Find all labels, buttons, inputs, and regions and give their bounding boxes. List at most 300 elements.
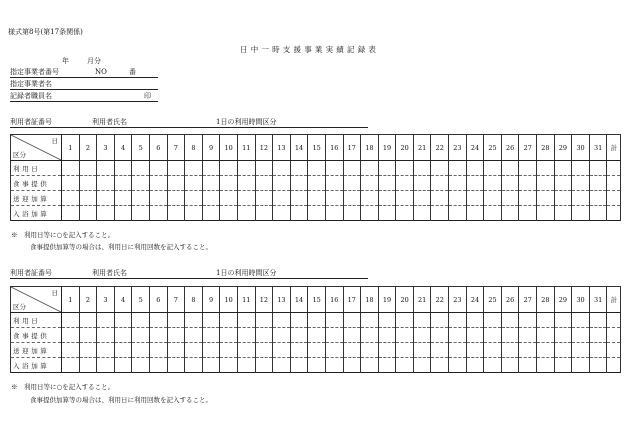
day-header-30: 30 xyxy=(572,287,590,313)
entry-cell[interactable] xyxy=(97,161,115,176)
entry-cell[interactable] xyxy=(273,176,291,191)
entry-cell[interactable] xyxy=(554,313,572,328)
entry-cell[interactable] xyxy=(114,358,132,373)
entry-cell[interactable] xyxy=(220,328,238,343)
entry-cell[interactable] xyxy=(114,343,132,358)
entry-cell[interactable] xyxy=(97,206,115,221)
entry-cell[interactable] xyxy=(413,343,431,358)
entry-cell[interactable] xyxy=(378,161,396,176)
entry-cell[interactable] xyxy=(273,358,291,373)
entry-cell[interactable] xyxy=(149,313,167,328)
entry-cell[interactable] xyxy=(202,343,220,358)
entry-cell[interactable] xyxy=(132,313,150,328)
header-corner-cell xyxy=(11,287,62,313)
entry-cell[interactable] xyxy=(589,176,607,191)
total-cell[interactable] xyxy=(607,176,621,191)
entry-cell[interactable] xyxy=(237,191,255,206)
day-header-1: 1 xyxy=(62,135,80,161)
entry-cell[interactable] xyxy=(308,328,326,343)
entry-cell[interactable] xyxy=(519,313,537,328)
entry-cell[interactable] xyxy=(554,176,572,191)
entry-cell[interactable] xyxy=(589,191,607,206)
entry-cell[interactable] xyxy=(185,343,203,358)
entry-cell[interactable] xyxy=(413,328,431,343)
entry-cell[interactable] xyxy=(167,206,185,221)
day-header-19: 19 xyxy=(378,287,396,313)
entry-cell[interactable] xyxy=(167,328,185,343)
entry-cell[interactable] xyxy=(185,358,203,373)
entry-cell[interactable] xyxy=(589,206,607,221)
entry-cell[interactable] xyxy=(202,161,220,176)
entry-cell[interactable] xyxy=(554,161,572,176)
entry-cell[interactable] xyxy=(132,328,150,343)
entry-cell[interactable] xyxy=(537,358,555,373)
provider-name-label: 指定事業者名 xyxy=(10,80,52,88)
entry-cell[interactable] xyxy=(132,176,150,191)
entry-cell[interactable] xyxy=(290,176,308,191)
entry-cell[interactable] xyxy=(431,161,449,176)
entry-cell[interactable] xyxy=(361,161,379,176)
entry-cell[interactable] xyxy=(554,358,572,373)
day-header-13: 13 xyxy=(273,135,291,161)
entry-cell[interactable] xyxy=(79,328,97,343)
entry-cell[interactable] xyxy=(413,358,431,373)
entry-cell[interactable] xyxy=(449,176,467,191)
entry-cell[interactable] xyxy=(378,313,396,328)
entry-cell[interactable] xyxy=(167,358,185,373)
entry-cell[interactable] xyxy=(501,328,519,343)
attendance-table xyxy=(10,286,621,373)
entry-cell[interactable] xyxy=(149,161,167,176)
entry-cell[interactable] xyxy=(554,328,572,343)
entry-cell[interactable] xyxy=(97,328,115,343)
entry-cell[interactable] xyxy=(97,358,115,373)
entry-cell[interactable] xyxy=(290,313,308,328)
entry-cell[interactable] xyxy=(308,161,326,176)
entry-cell[interactable] xyxy=(484,206,502,221)
entry-cell[interactable] xyxy=(185,206,203,221)
entry-cell[interactable] xyxy=(537,313,555,328)
entry-cell[interactable] xyxy=(361,313,379,328)
entry-cell[interactable] xyxy=(519,176,537,191)
entry-cell[interactable] xyxy=(519,358,537,373)
entry-cell[interactable] xyxy=(554,191,572,206)
entry-cell[interactable] xyxy=(572,191,590,206)
entry-cell[interactable] xyxy=(62,358,80,373)
total-header: 計 xyxy=(607,135,621,161)
total-cell[interactable] xyxy=(607,161,621,176)
entry-cell[interactable] xyxy=(220,191,238,206)
entry-cell[interactable] xyxy=(572,358,590,373)
entry-cell[interactable] xyxy=(273,206,291,221)
total-cell[interactable] xyxy=(607,343,621,358)
provider-number-line xyxy=(10,77,158,78)
entry-cell[interactable] xyxy=(343,343,361,358)
entry-cell[interactable] xyxy=(325,191,343,206)
entry-cell[interactable] xyxy=(79,313,97,328)
entry-cell[interactable] xyxy=(431,176,449,191)
entry-cell[interactable] xyxy=(361,358,379,373)
day-header-31: 31 xyxy=(589,135,607,161)
entry-cell[interactable] xyxy=(466,161,484,176)
entry-cell[interactable] xyxy=(185,313,203,328)
entry-cell[interactable] xyxy=(255,191,273,206)
entry-cell[interactable] xyxy=(185,161,203,176)
day-header-18: 18 xyxy=(361,287,379,313)
entry-cell[interactable] xyxy=(343,313,361,328)
entry-cell[interactable] xyxy=(132,161,150,176)
entry-cell[interactable] xyxy=(308,358,326,373)
entry-cell[interactable] xyxy=(237,358,255,373)
entry-cell[interactable] xyxy=(537,328,555,343)
entry-cell[interactable] xyxy=(572,206,590,221)
note-meal: 食事提供加算等の場合は、利用日に利用回数を記入すること。 xyxy=(30,396,212,404)
entry-cell[interactable] xyxy=(396,313,414,328)
entry-cell[interactable] xyxy=(308,313,326,328)
entry-cell[interactable] xyxy=(537,206,555,221)
entry-cell[interactable] xyxy=(273,343,291,358)
entry-cell[interactable] xyxy=(167,343,185,358)
day-header-21: 21 xyxy=(413,135,431,161)
entry-cell[interactable] xyxy=(149,176,167,191)
entry-cell[interactable] xyxy=(149,343,167,358)
entry-cell[interactable] xyxy=(167,313,185,328)
entry-cell[interactable] xyxy=(361,206,379,221)
entry-cell[interactable] xyxy=(62,206,80,221)
entry-cell[interactable] xyxy=(343,328,361,343)
entry-cell[interactable] xyxy=(202,313,220,328)
entry-cell[interactable] xyxy=(237,176,255,191)
entry-cell[interactable] xyxy=(449,191,467,206)
entry-cell[interactable] xyxy=(255,343,273,358)
entry-cell[interactable] xyxy=(431,191,449,206)
entry-cell[interactable] xyxy=(343,206,361,221)
entry-cell[interactable] xyxy=(449,328,467,343)
entry-cell[interactable] xyxy=(325,206,343,221)
entry-cell[interactable] xyxy=(466,176,484,191)
entry-cell[interactable] xyxy=(519,161,537,176)
corner-day-label: 日 xyxy=(51,289,58,297)
total-cell[interactable] xyxy=(607,328,621,343)
entry-cell[interactable] xyxy=(114,206,132,221)
entry-cell[interactable] xyxy=(97,191,115,206)
entry-cell[interactable] xyxy=(149,358,167,373)
entry-cell[interactable] xyxy=(431,313,449,328)
entry-cell[interactable] xyxy=(290,343,308,358)
entry-cell[interactable] xyxy=(185,328,203,343)
entry-cell[interactable] xyxy=(501,343,519,358)
entry-cell[interactable] xyxy=(589,328,607,343)
entry-cell[interactable] xyxy=(572,161,590,176)
corner-category-label: 区分 xyxy=(13,151,26,159)
entry-cell[interactable] xyxy=(554,343,572,358)
entry-cell[interactable] xyxy=(343,176,361,191)
entry-cell[interactable] xyxy=(501,313,519,328)
entry-cell[interactable] xyxy=(537,176,555,191)
entry-cell[interactable] xyxy=(62,313,80,328)
entry-cell[interactable] xyxy=(79,343,97,358)
entry-cell[interactable] xyxy=(378,343,396,358)
entry-cell[interactable] xyxy=(572,176,590,191)
entry-cell[interactable] xyxy=(484,176,502,191)
entry-cell[interactable] xyxy=(519,206,537,221)
recipient-number-label: 利用者証番号 xyxy=(10,118,52,126)
day-header-2: 2 xyxy=(79,135,97,161)
day-header-15: 15 xyxy=(308,287,326,313)
entry-cell[interactable] xyxy=(255,358,273,373)
entry-cell[interactable] xyxy=(255,328,273,343)
entry-cell[interactable] xyxy=(237,313,255,328)
entry-cell[interactable] xyxy=(132,358,150,373)
entry-cell[interactable] xyxy=(431,358,449,373)
entry-cell[interactable] xyxy=(449,343,467,358)
entry-cell[interactable] xyxy=(396,358,414,373)
entry-cell[interactable] xyxy=(97,176,115,191)
entry-cell[interactable] xyxy=(572,313,590,328)
form-number: 様式第8号(第17条関係) xyxy=(8,28,83,36)
entry-cell[interactable] xyxy=(273,161,291,176)
entry-cell[interactable] xyxy=(290,328,308,343)
entry-cell[interactable] xyxy=(97,343,115,358)
entry-cell[interactable] xyxy=(501,176,519,191)
entry-cell[interactable] xyxy=(220,313,238,328)
entry-cell[interactable] xyxy=(220,206,238,221)
day-header-7: 7 xyxy=(167,135,185,161)
entry-cell[interactable] xyxy=(167,176,185,191)
entry-cell[interactable] xyxy=(325,328,343,343)
entry-cell[interactable] xyxy=(290,358,308,373)
entry-cell[interactable] xyxy=(114,176,132,191)
entry-cell[interactable] xyxy=(466,191,484,206)
entry-cell[interactable] xyxy=(290,161,308,176)
total-cell[interactable] xyxy=(607,206,621,221)
entry-cell[interactable] xyxy=(361,176,379,191)
table-row xyxy=(11,191,621,206)
entry-cell[interactable] xyxy=(62,176,80,191)
entry-cell[interactable] xyxy=(431,206,449,221)
no-label: NO xyxy=(95,68,107,76)
entry-cell[interactable] xyxy=(325,313,343,328)
entry-cell[interactable] xyxy=(62,328,80,343)
entry-cell[interactable] xyxy=(378,176,396,191)
entry-cell[interactable] xyxy=(413,206,431,221)
entry-cell[interactable] xyxy=(554,206,572,221)
entry-cell[interactable] xyxy=(220,176,238,191)
entry-cell[interactable] xyxy=(396,161,414,176)
entry-cell[interactable] xyxy=(343,191,361,206)
entry-cell[interactable] xyxy=(237,206,255,221)
day-header-16: 16 xyxy=(325,135,343,161)
entry-cell[interactable] xyxy=(396,328,414,343)
entry-cell[interactable] xyxy=(255,313,273,328)
entry-cell[interactable] xyxy=(413,191,431,206)
day-header-9: 9 xyxy=(202,135,220,161)
entry-cell[interactable] xyxy=(396,191,414,206)
entry-cell[interactable] xyxy=(308,176,326,191)
entry-cell[interactable] xyxy=(290,206,308,221)
entry-cell[interactable] xyxy=(220,343,238,358)
entry-cell[interactable] xyxy=(501,358,519,373)
entry-cell[interactable] xyxy=(589,313,607,328)
entry-cell[interactable] xyxy=(220,161,238,176)
entry-cell[interactable] xyxy=(79,206,97,221)
entry-cell[interactable] xyxy=(466,358,484,373)
entry-cell[interactable] xyxy=(325,161,343,176)
table-row xyxy=(11,313,621,328)
recipient-line xyxy=(10,127,368,128)
entry-cell[interactable] xyxy=(484,161,502,176)
entry-cell[interactable] xyxy=(255,161,273,176)
entry-cell[interactable] xyxy=(466,206,484,221)
entry-cell[interactable] xyxy=(237,328,255,343)
entry-cell[interactable] xyxy=(484,358,502,373)
entry-cell[interactable] xyxy=(537,343,555,358)
entry-cell[interactable] xyxy=(519,191,537,206)
entry-cell[interactable] xyxy=(79,191,97,206)
seal-label: 印 xyxy=(144,92,151,100)
entry-cell[interactable] xyxy=(255,176,273,191)
day-header-28: 28 xyxy=(537,287,555,313)
entry-cell[interactable] xyxy=(361,191,379,206)
day-header-8: 8 xyxy=(185,135,203,161)
day-header-14: 14 xyxy=(290,287,308,313)
entry-cell[interactable] xyxy=(589,358,607,373)
entry-cell[interactable] xyxy=(361,343,379,358)
entry-cell[interactable] xyxy=(290,191,308,206)
entry-cell[interactable] xyxy=(149,206,167,221)
entry-cell[interactable] xyxy=(413,176,431,191)
entry-cell[interactable] xyxy=(396,343,414,358)
entry-cell[interactable] xyxy=(484,191,502,206)
entry-cell[interactable] xyxy=(501,161,519,176)
entry-cell[interactable] xyxy=(185,191,203,206)
entry-cell[interactable] xyxy=(237,161,255,176)
total-cell[interactable] xyxy=(607,313,621,328)
entry-cell[interactable] xyxy=(97,313,115,328)
day-header-20: 20 xyxy=(396,287,414,313)
entry-cell[interactable] xyxy=(449,161,467,176)
entry-cell[interactable] xyxy=(343,161,361,176)
entry-cell[interactable] xyxy=(202,176,220,191)
entry-cell[interactable] xyxy=(132,206,150,221)
day-header-15: 15 xyxy=(308,135,326,161)
entry-cell[interactable] xyxy=(449,206,467,221)
entry-cell[interactable] xyxy=(202,206,220,221)
day-header-18: 18 xyxy=(361,135,379,161)
day-header-3: 3 xyxy=(97,287,115,313)
entry-cell[interactable] xyxy=(501,191,519,206)
entry-cell[interactable] xyxy=(114,313,132,328)
entry-cell[interactable] xyxy=(589,343,607,358)
entry-cell[interactable] xyxy=(572,328,590,343)
entry-cell[interactable] xyxy=(273,191,291,206)
entry-cell[interactable] xyxy=(484,328,502,343)
entry-cell[interactable] xyxy=(308,191,326,206)
entry-cell[interactable] xyxy=(449,358,467,373)
entry-cell[interactable] xyxy=(255,206,273,221)
entry-cell[interactable] xyxy=(308,206,326,221)
day-header-10: 10 xyxy=(220,135,238,161)
entry-cell[interactable] xyxy=(413,313,431,328)
entry-cell[interactable] xyxy=(62,191,80,206)
entry-cell[interactable] xyxy=(167,161,185,176)
entry-cell[interactable] xyxy=(519,343,537,358)
entry-cell[interactable] xyxy=(343,358,361,373)
corner-day-label: 日 xyxy=(51,137,58,145)
entry-cell[interactable] xyxy=(185,176,203,191)
day-header-11: 11 xyxy=(237,287,255,313)
entry-cell[interactable] xyxy=(149,328,167,343)
entry-cell[interactable] xyxy=(167,191,185,206)
day-header-4: 4 xyxy=(114,135,132,161)
entry-cell[interactable] xyxy=(361,328,379,343)
entry-cell[interactable] xyxy=(237,343,255,358)
entry-cell[interactable] xyxy=(202,328,220,343)
entry-cell[interactable] xyxy=(114,191,132,206)
entry-cell[interactable] xyxy=(396,176,414,191)
entry-cell[interactable] xyxy=(413,161,431,176)
entry-cell[interactable] xyxy=(484,343,502,358)
entry-cell[interactable] xyxy=(202,191,220,206)
entry-cell[interactable] xyxy=(273,313,291,328)
entry-cell[interactable] xyxy=(449,313,467,328)
entry-cell[interactable] xyxy=(537,191,555,206)
day-header-23: 23 xyxy=(449,135,467,161)
entry-cell[interactable] xyxy=(62,161,80,176)
entry-cell[interactable] xyxy=(378,191,396,206)
entry-cell[interactable] xyxy=(308,343,326,358)
entry-cell[interactable] xyxy=(572,343,590,358)
entry-cell[interactable] xyxy=(378,328,396,343)
entry-cell[interactable] xyxy=(378,206,396,221)
entry-cell[interactable] xyxy=(466,328,484,343)
entry-cell[interactable] xyxy=(501,206,519,221)
entry-cell[interactable] xyxy=(220,358,238,373)
entry-cell[interactable] xyxy=(149,191,167,206)
entry-cell[interactable] xyxy=(484,313,502,328)
entry-cell[interactable] xyxy=(589,161,607,176)
recipient-line xyxy=(10,278,368,279)
entry-cell[interactable] xyxy=(79,176,97,191)
day-header-8: 8 xyxy=(185,287,203,313)
entry-cell[interactable] xyxy=(325,343,343,358)
entry-cell[interactable] xyxy=(431,328,449,343)
day-header-3: 3 xyxy=(97,135,115,161)
total-cell[interactable] xyxy=(607,191,621,206)
entry-cell[interactable] xyxy=(114,328,132,343)
entry-cell[interactable] xyxy=(79,358,97,373)
entry-cell[interactable] xyxy=(202,358,220,373)
entry-cell[interactable] xyxy=(378,358,396,373)
entry-cell[interactable] xyxy=(519,328,537,343)
entry-cell[interactable] xyxy=(466,313,484,328)
entry-cell[interactable] xyxy=(132,343,150,358)
entry-cell[interactable] xyxy=(132,191,150,206)
entry-cell[interactable] xyxy=(466,343,484,358)
entry-cell[interactable] xyxy=(273,328,291,343)
entry-cell[interactable] xyxy=(114,161,132,176)
entry-cell[interactable] xyxy=(396,206,414,221)
entry-cell[interactable] xyxy=(325,358,343,373)
entry-cell[interactable] xyxy=(325,176,343,191)
total-cell[interactable] xyxy=(607,358,621,373)
recipient-name-label: 利用者氏名 xyxy=(92,269,127,277)
entry-cell[interactable] xyxy=(79,161,97,176)
entry-cell[interactable] xyxy=(537,161,555,176)
entry-cell[interactable] xyxy=(62,343,80,358)
day-header-24: 24 xyxy=(466,287,484,313)
entry-cell[interactable] xyxy=(431,343,449,358)
